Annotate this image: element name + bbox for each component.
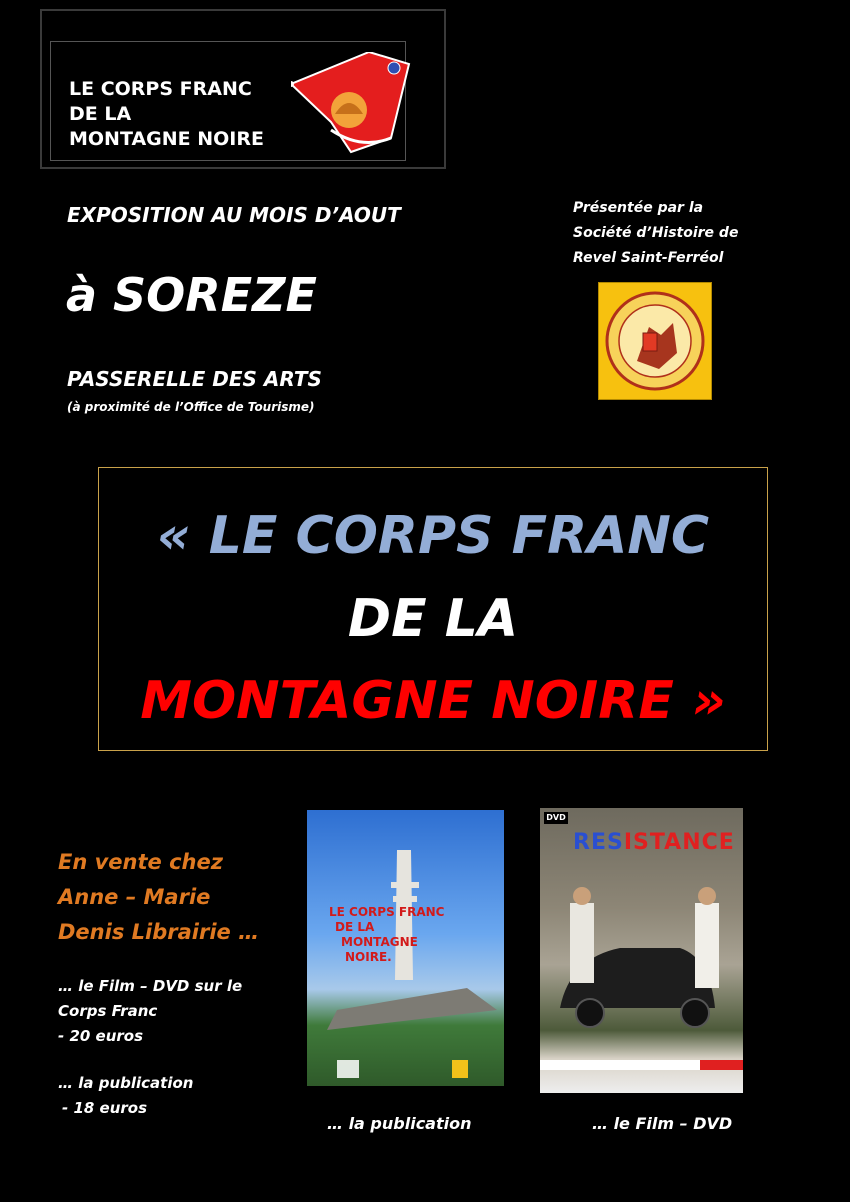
organization-logo bbox=[40, 9, 446, 169]
sale-detail-5: - 18 euros bbox=[62, 1099, 148, 1117]
book-title-line-3: MONTAGNE bbox=[341, 935, 418, 949]
sale-detail-1: … le Film – DVD sur le bbox=[58, 977, 243, 995]
presenter-line-1: Présentée par la bbox=[573, 200, 704, 216]
society-seal-logo bbox=[598, 282, 712, 400]
vintage-car-icon bbox=[540, 808, 743, 1093]
book-cover-image bbox=[307, 810, 504, 1086]
book-caption: … la publication bbox=[327, 1114, 472, 1133]
main-title-box bbox=[98, 467, 768, 751]
sale-detail-2: Corps Franc bbox=[58, 1002, 158, 1020]
logo-line-1: LE CORPS FRANC bbox=[69, 78, 252, 100]
dvd-cover-image bbox=[540, 808, 743, 1093]
flag-emblem-icon bbox=[291, 52, 421, 160]
main-title-line-2: DE LA bbox=[347, 589, 519, 649]
logo-frame bbox=[50, 41, 406, 161]
sale-heading-line-1: En vente chez bbox=[58, 850, 223, 874]
sale-detail-3: - 20 euros bbox=[58, 1027, 144, 1045]
presenter-line-2: Société d’Histoire de bbox=[573, 225, 739, 241]
sale-detail-4: … la publication bbox=[58, 1074, 194, 1092]
presenter-line-3: Revel Saint-Ferréol bbox=[573, 250, 724, 266]
book-cover-title bbox=[329, 905, 489, 965]
city-heading: à SOREZE bbox=[66, 268, 317, 322]
venue-note: (à proximité de l’Office de Tourisme) bbox=[67, 400, 315, 414]
sale-heading-line-2: Anne – Marie bbox=[58, 885, 211, 909]
dvd-title-part-1: RES bbox=[573, 830, 624, 855]
venue-name: PASSERELLE DES ARTS bbox=[67, 367, 322, 391]
book-title-line-4: NOIRE. bbox=[345, 950, 392, 964]
main-title-line-3: MONTAGNE NOIRE » bbox=[140, 671, 726, 731]
main-title-line-1: « LE CORPS FRANC bbox=[156, 506, 710, 566]
logo-line-3: MONTAGNE NOIRE bbox=[69, 128, 264, 150]
dvd-badge: DVD bbox=[544, 812, 568, 824]
book-title-line-2: DE LA bbox=[335, 920, 375, 934]
sale-heading-line-3: Denis Librairie … bbox=[58, 920, 260, 944]
dvd-title-part-2: IST bbox=[623, 830, 665, 855]
exhibition-title: EXPOSITION AU MOIS D’AOUT bbox=[67, 203, 401, 227]
logo-line-2: DE LA bbox=[69, 103, 132, 125]
book-title-line-1: LE CORPS FRANC bbox=[329, 905, 445, 919]
dvd-title-part-3: ANCE bbox=[664, 830, 735, 855]
dvd-caption: … le Film – DVD bbox=[592, 1114, 733, 1133]
seal-icon bbox=[599, 283, 711, 399]
